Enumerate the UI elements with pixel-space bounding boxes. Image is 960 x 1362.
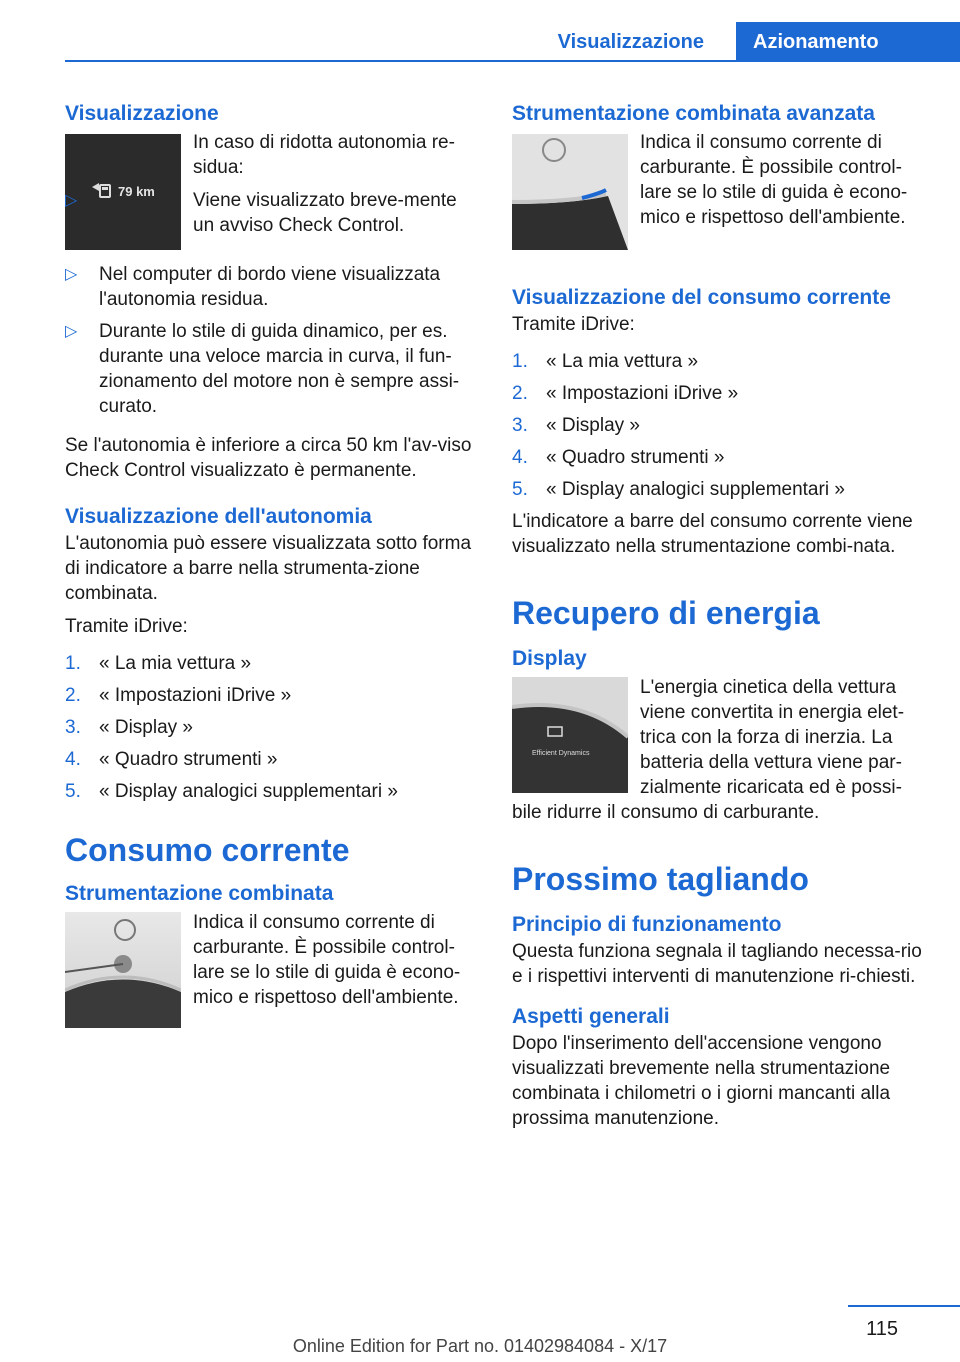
battery-gauge-icon <box>512 677 628 793</box>
recovery-gauge-image <box>512 677 628 793</box>
list-item <box>65 715 477 740</box>
section-title-display: Display <box>512 647 587 670</box>
step-number: 3. <box>512 415 528 436</box>
consumption-gauge-image <box>65 912 181 1028</box>
range-value-text: 79 km <box>118 184 155 199</box>
section-title-principio: Principio di funzionamento <box>512 913 782 936</box>
list-item <box>512 477 924 502</box>
section-title-visualizzazione: Visualizzazione <box>65 102 219 125</box>
section-title-strumentazione: Strumentazione combinata <box>65 882 334 905</box>
consumo-idrive: Tramite iDrive: <box>512 314 635 335</box>
step-number: 2. <box>65 685 81 706</box>
range-warning-block <box>65 128 477 256</box>
list-item <box>65 651 477 676</box>
bullet-text: Viene visualizzato breve-mente un avviso Check Control. <box>193 190 457 236</box>
list-item <box>65 262 477 312</box>
chapter-title-recupero: Recupero di energia <box>512 595 820 631</box>
step-number: 5. <box>65 781 81 802</box>
gauge-icon <box>65 912 181 1028</box>
step-number: 1. <box>512 351 528 372</box>
consumption-text: Indica il consumo corrente di carburante. È possibile control-lare se lo stile di guida è econo-mico e rispettoso dell'ambiente. <box>193 912 461 1008</box>
range-note: Se l'autonomia è inferiore a circa 50 km l'av-viso Check Control visualizzato è permanente. <box>65 435 472 481</box>
advanced-cluster-block <box>512 128 924 256</box>
triangle-bullet-icon: ▷ <box>65 266 78 283</box>
step-number: 2. <box>512 383 528 404</box>
step-text: « La mia vettura » <box>546 351 699 372</box>
section-title-aspetti: Aspetti generali <box>512 1005 670 1028</box>
footer-edition: Online Edition for Part no. 01402984084 - X/17 <box>292 1336 668 1356</box>
gauge-icon <box>512 134 628 250</box>
list-item <box>65 683 477 708</box>
step-text: « Impostazioni iDrive » <box>99 685 292 706</box>
autonomia-steps <box>65 651 477 804</box>
bullet-text: Nel computer di bordo viene visualizzata l'autonomia residua. <box>99 264 441 310</box>
header-rule <box>65 60 960 62</box>
autonomia-idrive: Tramite iDrive: <box>65 616 188 637</box>
footer-rule <box>848 1305 960 1307</box>
step-text: « Quadro strumenti » <box>546 447 725 468</box>
consumo-steps <box>512 349 924 502</box>
advanced-text: Indica il consumo corrente di carburante. È possibile control-lare se lo stile di guida è econo-mico e rispettoso dell'ambiente. <box>640 132 908 228</box>
list-item <box>65 779 477 804</box>
step-text: « Display » <box>546 415 640 436</box>
step-text: « Display » <box>99 717 193 738</box>
advanced-gauge-image <box>512 134 628 250</box>
triangle-bullet-icon: ▷ <box>65 192 78 209</box>
list-item <box>65 188 477 238</box>
list-item <box>65 747 477 772</box>
chapter-title-consumo: Consumo corrente <box>65 832 350 868</box>
list-item <box>65 319 477 419</box>
range-intro: In caso di ridotta autonomia re-sidua: <box>193 132 455 178</box>
chapter-title-tagliando: Prossimo tagliando <box>512 861 809 897</box>
list-item <box>512 381 924 406</box>
page-number: 115 <box>866 1318 898 1340</box>
section-title-avanzata: Strumentazione combinata avanzata <box>512 102 875 125</box>
list-item <box>512 445 924 470</box>
step-text: « Impostazioni iDrive » <box>546 383 739 404</box>
range-bullet-list-continued <box>65 262 477 419</box>
left-column <box>65 100 477 1034</box>
bullet-text: Durante lo stile di guida dinamico, per es. durante una veloce marcia in curva, il fun-zionamento del motore non è sempre assi-curato. <box>99 321 460 417</box>
step-number: 4. <box>65 749 81 770</box>
step-text: « Display analogici supplementari » <box>546 479 845 500</box>
section-title-autonomia: Visualizzazione dell'autonomia <box>65 505 372 528</box>
section-title-consumo-display: Visualizzazione del consumo corrente <box>512 286 891 309</box>
step-text: « Quadro strumenti » <box>99 749 278 770</box>
right-column <box>512 100 924 1131</box>
header-section-label: Visualizzazione <box>557 31 704 53</box>
triangle-bullet-icon: ▷ <box>65 323 78 340</box>
efficient-dynamics-label: Efficient Dynamics <box>532 750 590 757</box>
recovery-text: L'energia cinetica della vettura viene convertita in energia elet-trica con la forza di inerzia. La batteria della vettura viene par-zialmente ricaricata ed è possi-bile ridurre il consumo di carburante. <box>512 677 905 823</box>
range-bullet-list <box>65 188 477 238</box>
page-header <box>0 0 960 64</box>
list-item <box>512 349 924 374</box>
autonomia-text: L'autonomia può essere visualizzata sotto forma di indicatore a barre nella strumenta-zione combinata. <box>65 533 472 604</box>
list-item <box>512 413 924 438</box>
aspetti-text: Dopo l'inserimento dell'accensione vengono visualizzati brevemente nella strumentazione combinata i chilometri o i giorni mancanti alla prossima manutenzione. <box>512 1033 891 1129</box>
step-text: « La mia vettura » <box>99 653 252 674</box>
consumption-block <box>65 908 477 1034</box>
step-text: « Display analogici supplementari » <box>99 781 398 802</box>
step-number: 5. <box>512 479 528 500</box>
recovery-block <box>512 673 924 825</box>
header-chapter-tab: Azionamento <box>736 22 960 62</box>
principio-text: Questa funziona segnala il tagliando necessa-rio e i rispettivi interventi di manutenzione ri-chiesti. <box>512 941 922 987</box>
step-number: 3. <box>65 717 81 738</box>
consumo-note: L'indicatore a barre del consumo corrente viene visualizzato nella strumentazione combi-nata. <box>512 511 913 557</box>
step-number: 1. <box>65 653 81 674</box>
step-number: 4. <box>512 447 528 468</box>
